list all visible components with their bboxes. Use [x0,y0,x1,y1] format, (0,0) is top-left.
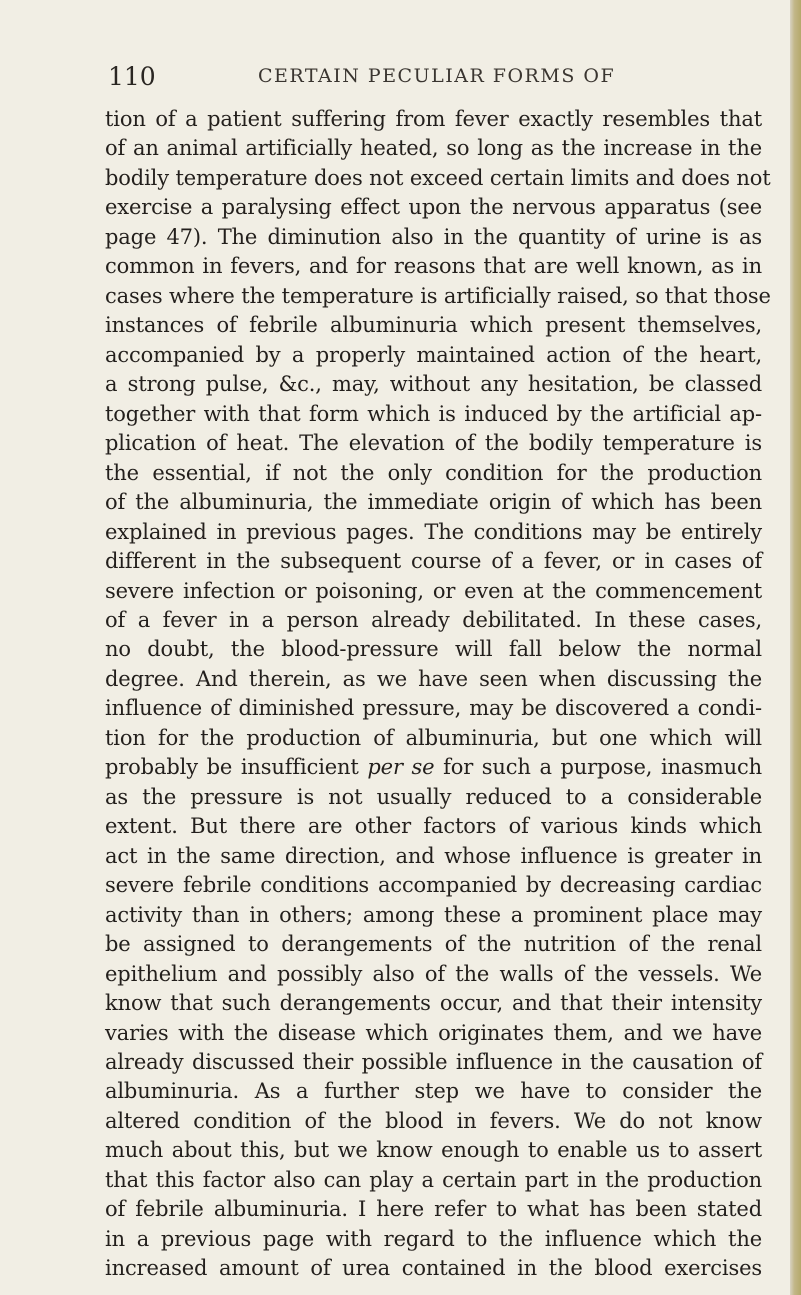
text-line: page 47). The diminution also in the quantity of urine is as [105,224,762,249]
body-text [105,105,771,1284]
text-line: degree. And therein, as we have seen when discussing the [105,666,762,691]
text-line: tion for the production of albuminuria, but one which will [105,725,762,750]
text-line: be assigned to derangements of the nutrition of the renal [105,932,762,957]
text-line: activity than in others; among these a prominent place may [105,902,762,927]
text-line: different in the subsequent course of a fever, or in cases of [105,549,762,574]
text-line: increased amount of urea contained in the blood exercises [105,1256,762,1281]
text-line: act in the same direction, and whose influence is greater in [105,843,762,868]
text-line: extent. But there are other factors of various kinds which [105,814,762,839]
text-line: accompanied by a properly maintained action of the heart, [105,342,762,367]
text-line: of the albuminuria, the immediate origin of which has been [105,490,762,515]
text-line: epithelium and possibly also of the walls of the vessels. We [105,961,762,986]
text-line: much about this, but we know enough to enable us to assert [105,1138,762,1163]
text-line: a strong pulse, &c., may, without any hesitation, be classed [105,372,762,397]
text-line: albuminuria. As a further step we have to consider the [105,1079,762,1104]
text-line: together with that form which is induced by the artificial ap- [105,401,762,426]
running-head [108,62,748,92]
text-line: as the pressure is not usually reduced to a considerable [105,784,762,809]
text-line: varies with the disease which originates them, and we have [105,1020,762,1045]
text-line: no doubt, the blood-pressure will fall below the normal [105,637,762,662]
text-line: of an animal artificially heated, so long as the increase in the [105,136,762,161]
text-line: exercise a paralysing effect upon the nervous apparatus (see [105,195,762,220]
text-line: plication of heat. The elevation of the bodily temperature is [105,431,762,456]
page-number: 110 [108,62,156,91]
running-title: CERTAIN PECULIAR FORMS OF [258,65,616,87]
text-line: bodily temperature does not exceed certain limits and does not [105,165,771,190]
text-line: explained in previous pages. The conditions may be entirely [105,519,762,544]
text-line: the essential, if not the only condition for the production [105,460,762,485]
text-line: severe infection or poisoning, or even at the commencement [105,578,762,603]
text-line: of febrile albuminuria. I here refer to what has been stated [105,1197,762,1222]
text-line: common in fevers, and for reasons that are well known, as in [105,254,762,279]
text-line: severe febrile conditions accompanied by decreasing cardiac [105,873,762,898]
text-line: in a previous page with regard to the influence which the [105,1226,762,1251]
text-line: tion of a patient suffering from fever exactly resembles that [105,107,762,131]
text-line: influence of diminished pressure, may be discovered a condi- [105,696,762,721]
text-line: that this factor also can play a certain part in the production [105,1167,762,1192]
text-line: altered condition of the blood in fevers. We do not know [105,1108,762,1133]
page-edge [790,0,801,1295]
text-line: instances of febrile albuminuria which present themselves, [105,313,762,338]
text-line: probably be insufficient per se for such a purpose, inasmuch [105,755,763,780]
text-line: cases where the temperature is artificially raised, so that those [105,283,771,308]
text-line: of a fever in a person already debilitated. In these cases, [105,607,762,632]
text-line: know that such derangements occur, and that their intensity [105,991,762,1016]
text-line: already discussed their possible influence in the causation of [105,1050,762,1074]
